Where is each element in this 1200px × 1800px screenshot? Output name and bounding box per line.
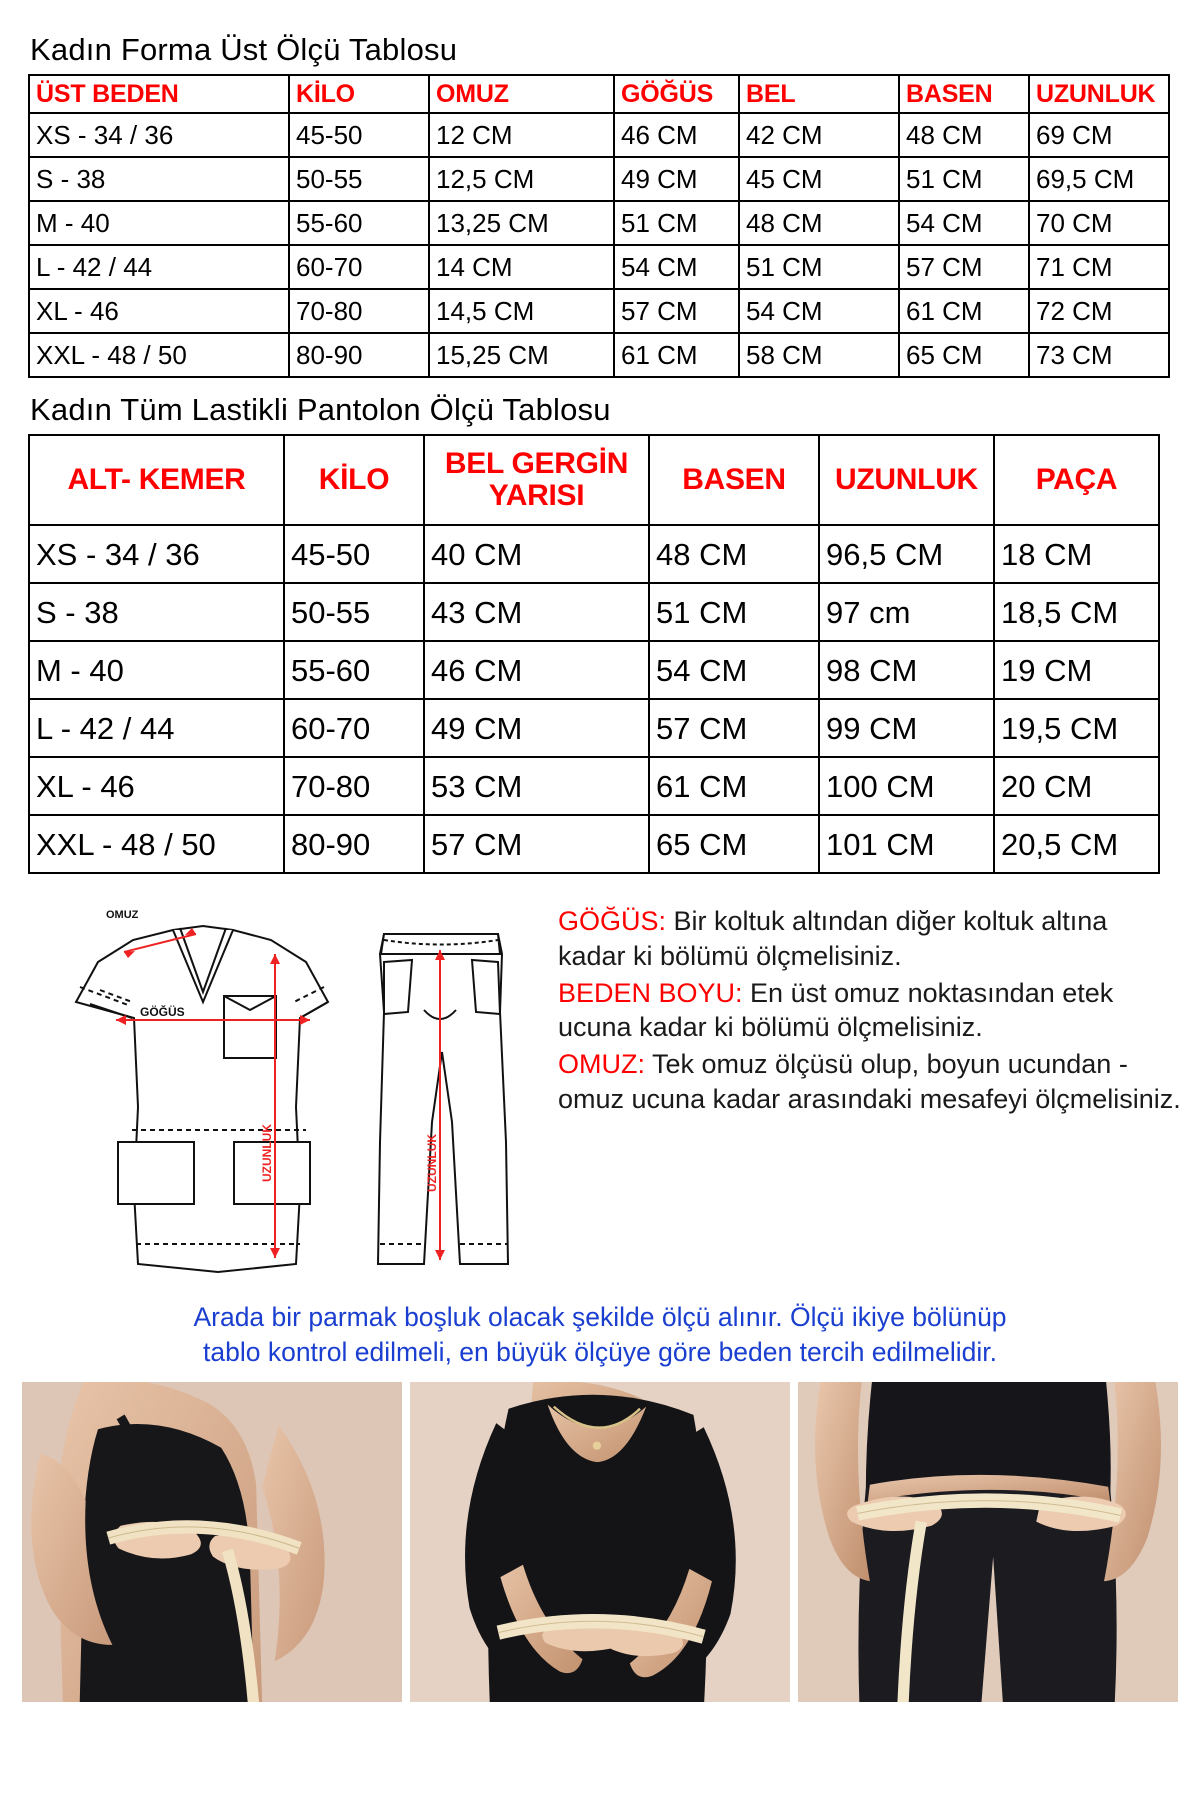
cell-uzunluk: 69 CM [1029,113,1169,157]
cell-uzunluk: 70 CM [1029,201,1169,245]
note-line-1: Arada bir parmak boşluk olacak şekilde ölçü alınır. Ölçü ikiye bölünüp [193,1302,1007,1332]
cell-uzunluk: 99 CM [819,699,994,757]
cell-size: S - 38 [29,157,289,201]
description-term-omuz: OMUZ: [558,1049,645,1080]
column-header-bel: BEL [739,75,899,113]
cell-size: M - 40 [29,201,289,245]
column-header-alt-kemer: ALT- KEMER [29,435,284,525]
cell-paca: 20 CM [994,757,1159,815]
cell-omuz: 14,5 CM [429,289,614,333]
cell-uzunluk: 72 CM [1029,289,1169,333]
bottom-table-title: Kadın Tüm Lastikli Pantolon Ölçü Tablosu [30,392,611,427]
cell-bel: 51 CM [739,245,899,289]
cell-bel-yari: 53 CM [424,757,649,815]
table-row [29,699,1159,757]
table-row [29,757,1159,815]
column-header-bel-gergin-yarisi: BEL GERGİN YARISI [424,435,649,525]
top-size-table [28,74,1170,378]
diagram-label-omuz: OMUZ [106,909,139,921]
cell-bel-yari: 57 CM [424,815,649,873]
cell-uzunluk: 97 cm [819,583,994,641]
cell-uzunluk: 96,5 CM [819,525,994,583]
cell-kilo: 60-70 [284,699,424,757]
cell-uzunluk: 100 CM [819,757,994,815]
cell-paca: 19,5 CM [994,699,1159,757]
cell-size: XS - 34 / 36 [29,113,289,157]
cell-paca: 18,5 CM [994,583,1159,641]
cell-omuz: 15,25 CM [429,333,614,377]
column-header-uzunluk: UZUNLUK [819,435,994,525]
cell-size: XL - 46 [29,757,284,815]
cell-kilo: 60-70 [289,245,429,289]
cell-bel-yari: 49 CM [424,699,649,757]
cell-paca: 19 CM [994,641,1159,699]
table-row [29,157,1169,201]
cell-uzunluk: 73 CM [1029,333,1169,377]
cell-basen: 54 CM [899,201,1029,245]
table-row [29,641,1159,699]
table-row [29,113,1169,157]
top-table-title: Kadın Forma Üst Ölçü Tablosu [30,32,458,67]
column-header-gogus: GÖĞÜS [614,75,739,113]
cell-basen: 61 CM [649,757,819,815]
scrub-top-diagram [76,926,328,1272]
cell-basen: 65 CM [899,333,1029,377]
cell-kilo: 70-80 [284,757,424,815]
table-row [29,333,1169,377]
cell-bel-yari: 43 CM [424,583,649,641]
cell-size: XXL - 48 / 50 [29,333,289,377]
cell-uzunluk: 71 CM [1029,245,1169,289]
bust-measurement-photo [22,1382,402,1702]
table-row [29,815,1159,873]
cell-size: XS - 34 / 36 [29,525,284,583]
table-row [29,289,1169,333]
waist-measurement-photo [410,1382,790,1702]
cell-size: S - 38 [29,583,284,641]
description-gogus [558,904,1182,974]
column-header-paca: PAÇA [994,435,1159,525]
scrub-pants-diagram [378,934,508,1264]
column-header-basen: BASEN [649,435,819,525]
column-header-omuz: OMUZ [429,75,614,113]
cell-size: XL - 46 [29,289,289,333]
cell-bel: 48 CM [739,201,899,245]
cell-bel: 45 CM [739,157,899,201]
note-line-2: tablo kontrol edilmeli, en büyük ölçüye göre beden tercih edilmelidir. [203,1336,997,1367]
description-text-gogus: Bir koltuk altından diğer koltuk altına kadar ki bölümü ölçmelisiniz. [558,906,1108,971]
cell-bel: 42 CM [739,113,899,157]
cell-uzunluk: 98 CM [819,641,994,699]
cell-kilo: 80-90 [289,333,429,377]
cell-size: L - 42 / 44 [29,699,284,757]
diagram-label-gogus: GÖĞÜS [140,1005,185,1019]
cell-basen: 61 CM [899,289,1029,333]
cell-gogus: 46 CM [614,113,739,157]
cell-bel-yari: 46 CM [424,641,649,699]
cell-bel: 54 CM [739,289,899,333]
cell-kilo: 50-55 [289,157,429,201]
cell-basen: 54 CM [649,641,819,699]
cell-basen: 48 CM [899,113,1029,157]
measurement-note [0,1292,1200,1376]
hip-measurement-photo [798,1382,1178,1702]
cell-basen: 48 CM [649,525,819,583]
garment-diagrams [28,892,548,1292]
table-row [29,525,1159,583]
cell-kilo: 80-90 [284,815,424,873]
description-text-beden-boyu: En üst omuz noktasından etek ucuna kadar ki bölümü ölçmelisiniz. [558,977,1114,1043]
cell-gogus: 54 CM [614,245,739,289]
cell-size: XXL - 48 / 50 [29,815,284,873]
cell-kilo: 70-80 [289,289,429,333]
cell-kilo: 50-55 [284,583,424,641]
cell-uzunluk: 101 CM [819,815,994,873]
cell-bel: 58 CM [739,333,899,377]
cell-kilo: 55-60 [289,201,429,245]
table-row [29,245,1169,289]
measurement-guide-section [0,892,1200,1292]
cell-kilo: 45-50 [289,113,429,157]
table-row [29,583,1159,641]
table-row [29,201,1169,245]
cell-gogus: 57 CM [614,289,739,333]
cell-omuz: 12 CM [429,113,614,157]
cell-paca: 18 CM [994,525,1159,583]
cell-kilo: 55-60 [284,641,424,699]
cell-omuz: 12,5 CM [429,157,614,201]
cell-basen: 57 CM [899,245,1029,289]
column-header-uzunluk: UZUNLUK [1029,75,1169,113]
measurement-descriptions [558,892,1182,1119]
cell-gogus: 61 CM [614,333,739,377]
description-omuz [558,1047,1182,1117]
cell-size: L - 42 / 44 [29,245,289,289]
description-term-beden-boyu: BEDEN BOYU: [558,977,743,1008]
cell-omuz: 13,25 CM [429,201,614,245]
column-header-kilo: KİLO [284,435,424,525]
description-term-gogus: GÖĞÜS: [558,906,667,936]
table-header-row [29,435,1159,525]
column-header-basen: BASEN [899,75,1029,113]
column-header-ust-beden: ÜST BEDEN [29,75,289,113]
cell-size: M - 40 [29,641,284,699]
cell-paca: 20,5 CM [994,815,1159,873]
cell-basen: 51 CM [649,583,819,641]
diagram-label-uzunluk-top: UZUNLUK [260,1124,274,1182]
bottom-size-table [28,434,1160,874]
table-header-row [29,75,1169,113]
cell-basen: 51 CM [899,157,1029,201]
cell-basen: 65 CM [649,815,819,873]
cell-bel-yari: 40 CM [424,525,649,583]
description-text-omuz: Tek omuz ölçüsü olup, boyun ucundan - omuz ucuna kadar arasındaki mesafeyi ölçmelisiniz. [558,1049,1181,1115]
cell-uzunluk: 69,5 CM [1029,157,1169,201]
cell-kilo: 45-50 [284,525,424,583]
cell-basen: 57 CM [649,699,819,757]
diagram-label-uzunluk-pants: UZUNLUK [425,1134,439,1192]
cell-gogus: 49 CM [614,157,739,201]
description-beden-boyu [558,976,1182,1046]
cell-gogus: 51 CM [614,201,739,245]
cell-omuz: 14 CM [429,245,614,289]
column-header-kilo: KİLO [289,75,429,113]
measurement-photo-strip [0,1376,1200,1712]
